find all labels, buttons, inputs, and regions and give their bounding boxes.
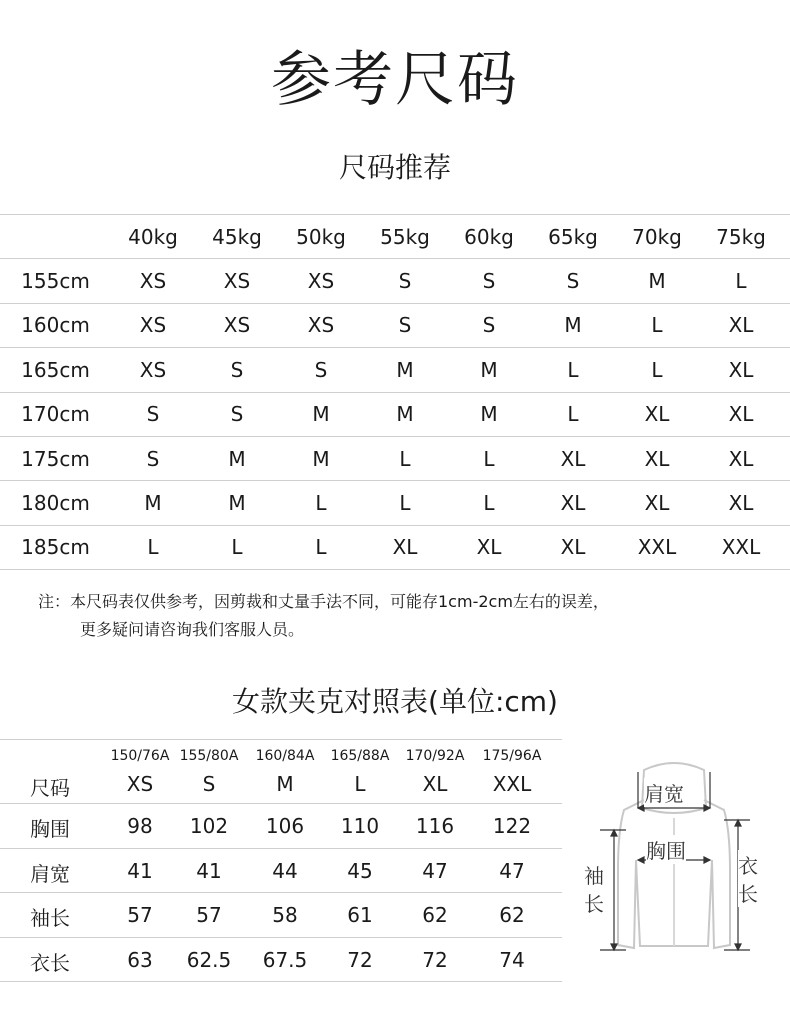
length-label-1: 衣 [738,850,758,879]
spec-header: 170/92A [405,748,465,764]
measurement-value: 62 [422,903,448,927]
height-cell: 170cm [21,402,90,427]
size-cell: S [482,313,496,338]
size-cell: L [735,269,747,294]
table-row [0,437,790,481]
size-recommendation-table [0,214,790,570]
size-cell: XL [476,535,502,560]
chest-label: 胸围 [646,835,686,864]
table-row [0,259,790,303]
table-row [0,304,790,348]
table-row [0,526,790,570]
size-header: XXL [492,772,532,796]
size-cell: L [399,491,411,516]
measurement-value: 45 [347,858,373,883]
table-header-row [0,215,790,259]
recommend-subtitle: 尺码推荐 [338,151,451,184]
size-cell: XS [139,313,167,338]
size-cell: XL [728,491,754,516]
size-cell: XXL [721,535,761,560]
spec-header: 155/80A [179,748,239,764]
size-cell: M [144,491,162,516]
womens-subtitle: 女款夹克对照表(单位:cm) [232,685,558,718]
size-cell: XL [728,313,754,338]
height-cell: 155cm [21,269,90,294]
size-cell: S [482,269,496,294]
size-cell: M [312,446,330,471]
size-cell: XS [139,357,167,382]
jacket-measurement-diagram [574,760,774,960]
measurement-value: 122 [492,814,532,838]
womens-header-row [0,740,562,804]
height-cell: 180cm [21,491,90,516]
weight-header: 45kg [212,224,262,249]
measurement-value: 58 [272,903,298,927]
size-cell: S [230,357,244,382]
shoulder-label: 肩宽 [644,778,684,807]
size-cell: L [231,535,243,560]
size-cell: XL [728,402,754,427]
size-cell: M [228,491,246,516]
measurement-value: 98 [127,814,153,838]
size-cell: M [648,269,666,294]
size-cell: S [314,357,328,382]
measurement-value: 116 [415,814,455,838]
length-label-2: 长 [738,878,758,907]
womens-size-table [0,739,562,982]
spec-header: 175/96A [482,748,542,764]
measurement-value: 61 [347,903,373,927]
spec-header: 150/76A [110,748,170,764]
size-cell: S [566,269,580,294]
size-cell: L [567,357,579,382]
size-header: XS [126,772,154,796]
table-row [0,938,562,983]
size-cell: L [315,491,327,516]
measurement-value: 67.5 [262,947,308,972]
size-cell: XS [223,313,251,338]
size-cell: L [651,313,663,338]
measurement-value: 47 [499,858,525,883]
size-header: L [354,772,366,796]
measurement-value: 57 [127,903,153,927]
size-cell: L [315,535,327,560]
size-cell: XL [644,491,670,516]
size-header: M [276,772,294,796]
size-cell: XL [392,535,418,560]
note-line-1: 注：本尺码表仅供参考，因剪裁和丈量手法不同，可能存1cm-2cm左右的误差， [38,592,609,611]
measurement-label: 衣长 [30,950,70,975]
size-cell: XS [139,269,167,294]
weight-header: 50kg [296,224,346,249]
size-cell: M [564,313,582,338]
measurement-label: 胸围 [30,817,70,841]
size-cell: S [398,269,412,294]
measurement-value: 63 [127,947,153,972]
size-note [38,588,758,644]
measurement-value: 62.5 [186,947,232,972]
size-cell: L [567,402,579,427]
size-row-label: 尺码 [30,776,70,800]
height-cell: 185cm [21,535,90,560]
size-cell: S [230,402,244,427]
weight-header: 60kg [464,224,514,249]
size-cell: XL [560,446,586,471]
measurement-value: 62 [499,903,525,927]
size-cell: L [399,446,411,471]
size-cell: S [146,446,160,471]
size-cell: XL [728,357,754,382]
measurement-value: 74 [499,947,525,972]
size-cell: L [651,357,663,382]
height-cell: 165cm [21,357,90,382]
measurement-value: 41 [196,858,222,883]
measurement-value: 72 [347,947,373,972]
spec-header: 160/84A [255,748,315,764]
table-row [0,481,790,525]
weight-header: 75kg [716,224,766,249]
size-cell: XS [307,269,335,294]
measurement-value: 57 [196,903,222,927]
size-header: XL [422,772,448,796]
measurement-value: 72 [422,947,448,972]
size-cell: M [396,402,414,427]
weight-header: 40kg [128,224,178,249]
size-cell: M [396,357,414,382]
measurement-label: 肩宽 [30,861,70,886]
size-cell: XL [728,446,754,471]
page-title: 参考尺码 [271,45,519,115]
spec-header: 165/88A [330,748,390,764]
size-cell: XL [644,446,670,471]
size-cell: XL [560,491,586,516]
table-row [0,348,790,392]
measurement-value: 106 [265,814,305,838]
weight-header: 70kg [632,224,682,249]
table-row [0,393,790,437]
size-cell: S [146,402,160,427]
table-row [0,893,562,938]
size-cell: M [312,402,330,427]
height-cell: 175cm [21,446,90,471]
measurement-value: 47 [422,858,448,883]
sleeve-label-2: 长 [584,888,604,917]
size-cell: XL [560,535,586,560]
table-row [0,804,562,849]
size-cell: M [480,357,498,382]
weight-header: 55kg [380,224,430,249]
height-cell: 160cm [21,313,90,338]
size-cell: L [483,491,495,516]
sleeve-label-1: 袖 [584,860,604,889]
measurement-value: 102 [189,814,229,838]
measurement-value: 44 [272,858,298,883]
weight-header: 65kg [548,224,598,249]
size-cell: M [228,446,246,471]
size-cell: S [398,313,412,338]
size-cell: M [480,402,498,427]
size-cell: XXL [637,535,677,560]
note-line-2: 更多疑问请咨询我们客服人员。 [80,620,305,639]
size-cell: L [147,535,159,560]
size-cell: XL [644,402,670,427]
table-row [0,849,562,894]
measurement-value: 110 [340,814,380,838]
size-cell: XS [223,269,251,294]
size-cell: L [483,446,495,471]
measurement-label: 袖长 [30,906,70,930]
size-cell: XS [307,313,335,338]
measurement-value: 41 [127,858,153,883]
size-header: S [202,772,216,796]
